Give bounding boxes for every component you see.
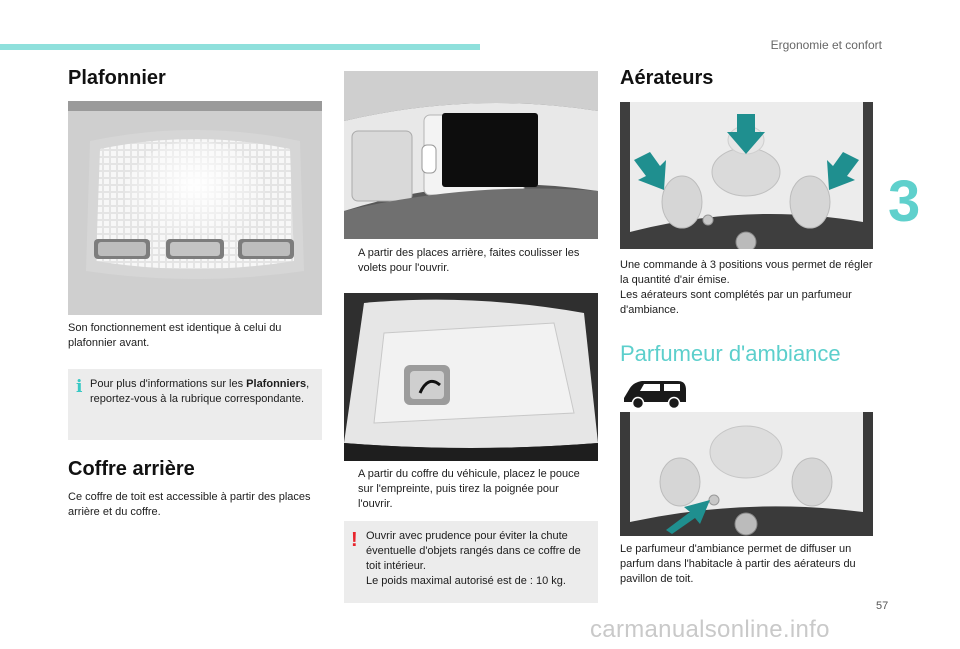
info-note-text bbox=[90, 377, 312, 407]
bullet-1-text: A partir des places arrière, faites coulisser les volets pour l'ouvrir. bbox=[358, 247, 580, 274]
header-accent-bar bbox=[0, 44, 480, 50]
ceiling-light-illustration bbox=[68, 101, 322, 315]
bullet-2-text: A partir du coffre du véhicule, placez le pouce sur l'empreinte, puis tirez la poignée pour l'ouvrir. bbox=[358, 468, 580, 510]
perfume-diffuser-illustration bbox=[620, 412, 873, 536]
bullet-1 bbox=[344, 246, 594, 276]
section-title-parfumeur: Parfumeur d'ambiance bbox=[620, 341, 841, 366]
warning-note bbox=[344, 521, 598, 603]
warning-line-1: Ouvrir avec prudence pour éviter la chute éventuelle d'objets rangés dans ce coffre de toit intérieur. bbox=[366, 530, 581, 572]
aerateurs-text-line-1: Une commande à 3 positions vous permet de régler la quantité d'air émise. bbox=[620, 259, 873, 286]
air-vents-image bbox=[620, 102, 873, 249]
chapter-number: 3 bbox=[888, 169, 921, 234]
air-vents-illustration bbox=[620, 102, 873, 249]
perfume-diffuser-image bbox=[620, 412, 873, 536]
plafonnier-text: Son fonctionnement est identique à celui du plafonnier avant. bbox=[68, 322, 282, 349]
info-note bbox=[68, 369, 322, 440]
bullet-marker-icon bbox=[344, 246, 358, 276]
section-title-coffre: Coffre arrière bbox=[68, 458, 195, 480]
warning-line-2: Le poids maximal autorisé est de : 10 kg. bbox=[366, 575, 566, 587]
roof-storage-sliding-illustration bbox=[344, 71, 598, 239]
coffre-text: Ce coffre de toit est accessible à partir des places arrière et du coffre. bbox=[68, 491, 311, 518]
aerateurs-text-line-2: Les aérateurs sont complétés par un parfumeur d'ambiance. bbox=[620, 289, 852, 316]
roof-storage-sliding-image bbox=[344, 71, 598, 239]
warning-icon: ! bbox=[351, 529, 358, 551]
bullet-2 bbox=[344, 467, 594, 512]
vehicle-silhouette-icon bbox=[620, 376, 690, 410]
chapter-title: Ergonomie et confort bbox=[770, 38, 882, 52]
page-number: 57 bbox=[876, 600, 889, 612]
section-title-aerateurs: Aérateurs bbox=[620, 67, 714, 89]
info-icon: i bbox=[76, 377, 83, 397]
ceiling-light-image bbox=[68, 101, 322, 315]
watermark: carmanualsonline.info bbox=[590, 616, 830, 643]
section-title-plafonnier: Plafonnier bbox=[68, 67, 166, 89]
aerateurs-text bbox=[620, 258, 876, 318]
warning-text bbox=[366, 529, 588, 589]
bullet-marker-icon bbox=[344, 467, 358, 512]
parfumeur-text: Le parfumeur d'ambiance permet de diffuser un parfum dans l'habitacle à partir des aérateurs du pavillon de toit. bbox=[620, 543, 856, 585]
roof-storage-trunk-illustration bbox=[344, 293, 598, 461]
info-text-start: Pour plus d'informations sur les bbox=[90, 378, 247, 390]
info-text-bold: Plafonniers bbox=[246, 378, 307, 390]
info-text-end: , reportez-vous à la rubrique correspondante. bbox=[90, 378, 310, 405]
roof-storage-trunk-image bbox=[344, 293, 598, 461]
